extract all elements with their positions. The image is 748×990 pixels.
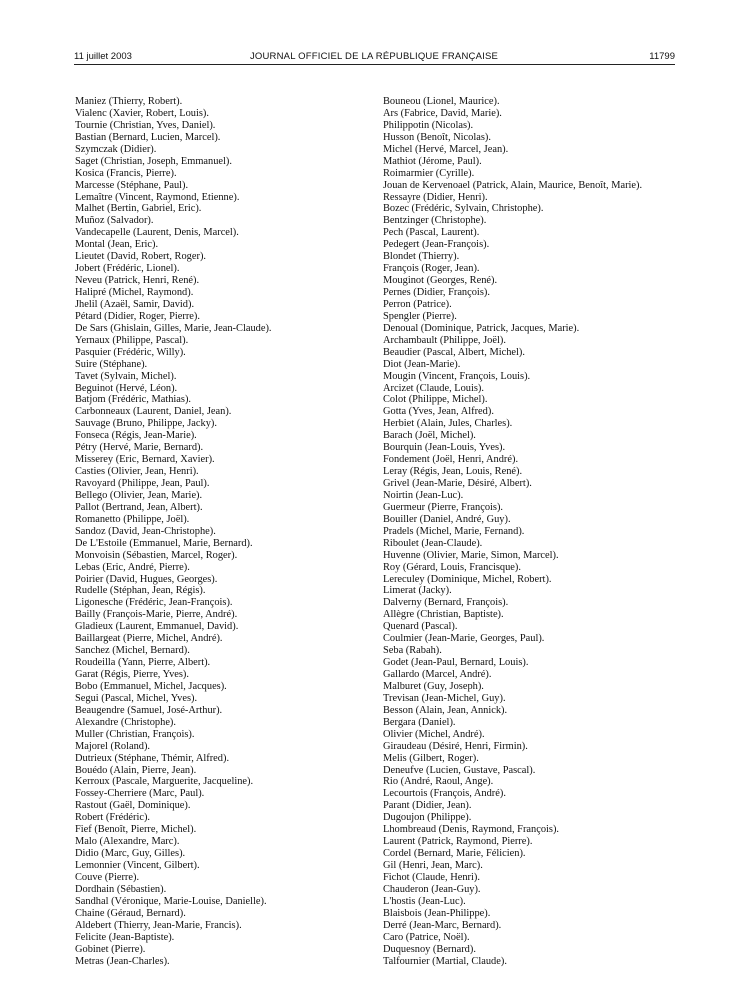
name-entry: Pasquier (Frédéric, Willy). xyxy=(75,346,186,358)
name-entry: Michel (Hervé, Marcel, Jean). xyxy=(383,143,509,155)
name-entry: Lemaître (Vincent, Raymond, Etienne). xyxy=(75,191,240,203)
name-entry: Laurent (Patrick, Raymond, Pierre). xyxy=(383,836,533,848)
name-entry: Besson (Alain, Jean, Annick). xyxy=(383,704,508,716)
name-entry: Fondement (Joël, Henri, André). xyxy=(383,454,519,466)
name-entry: Poirier (David, Hugues, Georges). xyxy=(75,573,218,585)
name-entry: De Sars (Ghislain, Gilles, Marie, Jean-Claude). xyxy=(75,322,272,334)
name-entry: Carbonneaux (Laurent, Daniel, Jean). xyxy=(75,406,232,418)
name-entry: Colot (Philippe, Michel). xyxy=(383,394,488,406)
name-entry: Chaine (Géraud, Bernard). xyxy=(75,907,186,919)
page-number: 11799 xyxy=(649,51,675,62)
name-entry: Ars (Fabrice, David, Marie). xyxy=(383,107,502,119)
name-entry: Ligonesche (Frédéric, Jean-François). xyxy=(75,597,233,609)
name-entry: Casties (Olivier, Jean, Henri). xyxy=(75,466,199,478)
name-entry: Majorel (Roland). xyxy=(75,740,151,752)
name-entry: Yernaux (Philippe, Pascal). xyxy=(75,334,189,346)
name-entry: Tavet (Sylvain, Michel). xyxy=(75,370,177,382)
name-entry: Huvenne (Olivier, Marie, Simon, Marcel). xyxy=(383,549,559,561)
name-entry: Caro (Patrice, Noël). xyxy=(383,931,470,943)
name-entry: Archambault (Philippe, Joël). xyxy=(383,334,506,346)
name-entry: Spengler (Pierre). xyxy=(383,310,457,322)
name-entry: Muller (Christian, François). xyxy=(75,728,195,740)
name-entry: Fichot (Claude, Henri). xyxy=(383,871,480,883)
name-entry: Parant (Didier, Jean). xyxy=(383,800,472,812)
name-entry: Halipré (Michel, Raymond). xyxy=(75,287,194,298)
name-entry: Bourquin (Jean-Louis, Yves). xyxy=(383,442,506,454)
name-entry: Cordel (Bernard, Marie, Félicien). xyxy=(383,848,526,860)
name-entry: Arcizet (Claude, Louis). xyxy=(383,382,484,394)
name-entry: Suire (Stéphane). xyxy=(75,358,148,370)
name-entry: Pradels (Michel, Marie, Fernand). xyxy=(383,525,525,537)
name-entry: Allègre (Christian, Baptiste). xyxy=(383,609,504,621)
name-entry: Misserey (Eric, Bernard, Xavier). xyxy=(75,454,215,466)
name-entry: Gallardo (Marcel, André). xyxy=(383,669,492,680)
name-entry: Quenard (Pascal). xyxy=(383,621,458,633)
name-entry: Chauderon (Jean-Guy). xyxy=(383,883,481,895)
name-entry: Melis (Gilbert, Roger). xyxy=(383,752,479,764)
name-entry: Jobert (Frédéric, Lionel). xyxy=(75,263,180,275)
name-entry: Dugoujon (Philippe). xyxy=(383,812,472,824)
name-entry: Mathiot (Jérome, Paul). xyxy=(383,155,482,167)
name-entry: Beaudier (Pascal, Albert, Michel). xyxy=(383,346,525,358)
name-entry: Roudeilla (Yann, Pierre, Albert). xyxy=(75,657,211,669)
name-entry: Duquesnoy (Bernard). xyxy=(383,943,476,955)
page-header xyxy=(0,0,748,66)
name-entry: Lieutet (David, Robert, Roger). xyxy=(75,251,206,263)
name-entry: Couve (Pierre). xyxy=(75,871,140,883)
name-entry: Bouédo (Alain, Pierre, Jean). xyxy=(75,764,197,776)
name-entry: De L'Estoile (Emmanuel, Marie, Bernard). xyxy=(75,537,253,549)
name-entry: Beguinot (Hervé, Léon). xyxy=(75,382,178,394)
name-entry: Trevisan (Jean-Michel, Guy). xyxy=(383,692,506,704)
name-entry: Kerroux (Pascale, Marguerite, Jacqueline). xyxy=(75,776,254,788)
name-entry: Bergara (Daniel). xyxy=(383,716,456,728)
name-entry: L'hostis (Jean-Luc). xyxy=(383,895,466,907)
name-entry: Gladieux (Laurent, Emmanuel, David). xyxy=(75,621,239,633)
name-entry: Bouiller (Daniel, André, Guy). xyxy=(383,513,511,525)
name-entry: Pétry (Hervé, Marie, Bernard). xyxy=(75,442,204,454)
publication-date: 11 juillet 2003 xyxy=(74,51,132,62)
name-entry: Ravoyard (Philippe, Jean, Paul). xyxy=(75,478,210,489)
name-entry: Dordhain (Sébastien). xyxy=(75,883,167,895)
name-entry: Fonseca (Régis, Jean-Marie). xyxy=(75,430,197,442)
name-entry: Bailly (François-Marie, Pierre, André). xyxy=(75,609,238,621)
name-entry: Pedegert (Jean-François). xyxy=(383,239,490,251)
name-entry: Seba (Rabah). xyxy=(383,645,442,657)
name-entry: Pétard (Didier, Roger, Pierre). xyxy=(75,310,200,322)
journal-title: JOURNAL OFFICIEL DE LA RÉPUBLIQUE FRANÇAISE xyxy=(249,51,499,62)
name-entry: Malo (Alexandre, Marc). xyxy=(75,836,180,848)
name-entry: Ressayre (Didier, Henri). xyxy=(383,191,488,203)
name-entry: Derré (Jean-Marc, Bernard). xyxy=(383,919,502,931)
name-entry: Philippotin (Nicolas). xyxy=(383,119,474,131)
name-entry: Batjom (Frédéric, Mathias). xyxy=(75,394,191,406)
name-entry: Giraudeau (Désiré, Henri, Firmin). xyxy=(383,740,528,752)
name-entry: Sandhal (Véronique, Marie-Louise, Danielle). xyxy=(75,895,267,907)
name-entry: Gil (Henri, Jean, Marc). xyxy=(383,860,483,871)
name-entry: Olivier (Michel, André). xyxy=(383,728,485,740)
name-entry: Noirtin (Jean-Luc). xyxy=(383,489,464,501)
name-entry: Fossey-Cherriere (Marc, Paul). xyxy=(75,788,205,800)
name-entry: Aldebert (Thierry, Jean-Marie, Francis). xyxy=(75,919,242,931)
name-entry: Pernes (Didier, François). xyxy=(383,287,490,298)
name-entry: Neveu (Patrick, Henri, René). xyxy=(75,275,200,287)
name-entry: Bozec (Frédéric, Sylvain, Christophe). xyxy=(383,203,544,215)
header-rule xyxy=(74,64,675,65)
name-entry: Beaugendre (Samuel, José-Arthur). xyxy=(75,704,223,716)
name-entry: Pallot (Bertrand, Jean, Albert). xyxy=(75,501,203,513)
name-entry: Barach (Joël, Michel). xyxy=(383,430,476,442)
name-entry: Talfournier (Martial, Claude). xyxy=(383,955,507,967)
name-entry: Romanetto (Philippe, Joël). xyxy=(75,513,190,525)
name-entry: Blaisbois (Jean-Philippe). xyxy=(383,907,491,919)
name-entry: Riboulet (Jean-Claude). xyxy=(383,537,483,549)
name-entry: Alexandre (Christophe). xyxy=(75,716,176,728)
name-entry: Limerat (Jacky). xyxy=(383,585,452,597)
name-entry: Herbiet (Alain, Jules, Charles). xyxy=(383,418,513,430)
name-entry: Jouan de Kervenoael (Patrick, Alain, Maurice, Benoît, Marie). xyxy=(383,179,643,191)
name-entry: Sanchez (Michel, Bernard). xyxy=(75,645,190,657)
name-entry: Saget (Christian, Joseph, Emmanuel). xyxy=(75,155,232,167)
name-entry: Muñoz (Salvador). xyxy=(75,215,154,227)
name-entry: Gobinet (Pierre). xyxy=(75,943,146,955)
name-entry: Sandoz (David, Jean-Christophe). xyxy=(75,525,216,537)
name-entry: Gotta (Yves, Jean, Alfred). xyxy=(383,406,494,418)
name-entry: Lecourtois (François, André). xyxy=(383,788,506,800)
name-entry: Robert (Frédéric). xyxy=(75,812,151,824)
name-entry: Montal (Jean, Eric). xyxy=(75,239,159,251)
name-entry: Roimarmier (Cyrille). xyxy=(383,167,475,179)
name-entry: Rastout (Gaël, Dominique). xyxy=(75,800,191,812)
name-entry: Garat (Régis, Pierre, Yves). xyxy=(75,669,189,680)
name-entry: Husson (Benoît, Nicolas). xyxy=(383,131,491,143)
name-entry: Rudelle (Stéphan, Jean, Régis). xyxy=(75,585,206,597)
name-entry: Szymczak (Didier). xyxy=(75,143,157,155)
name-entry: Malhet (Bertin, Gabriel, Eric). xyxy=(75,203,202,215)
name-entry: Denoual (Dominique, Patrick, Jacques, Marie). xyxy=(383,322,580,334)
name-entry: Dutrieux (Stéphane, Thémir, Alfred). xyxy=(75,752,230,764)
name-entry: Rio (André, Raoul, Ange). xyxy=(383,776,494,788)
name-entry: Segui (Pascal, Michel, Yves). xyxy=(75,692,198,704)
name-entry: Vialenc (Xavier, Robert, Louis). xyxy=(75,107,209,119)
name-entry: Godet (Jean-Paul, Bernard, Louis). xyxy=(383,657,529,669)
name-entry: Pech (Pascal, Laurent). xyxy=(383,227,480,239)
name-entry: Guermeur (Pierre, François). xyxy=(383,501,504,513)
name-entry: François (Roger, Jean). xyxy=(383,263,480,275)
name-entry: Bouneou (Lionel, Maurice). xyxy=(383,96,500,107)
name-entry: Bentzinger (Christophe). xyxy=(383,215,487,227)
name-entry: Lhombreaud (Denis, Raymond, François). xyxy=(383,824,560,836)
name-entry: Lemonnier (Vincent, Gilbert). xyxy=(75,860,200,871)
name-entry: Coulmier (Jean-Marie, Georges, Paul). xyxy=(383,633,545,645)
name-entry: Didio (Marc, Guy, Gilles). xyxy=(75,848,186,860)
name-entry: Kosica (Francis, Pierre). xyxy=(75,167,177,179)
name-entry: Bellego (Olivier, Jean, Marie). xyxy=(75,489,203,501)
name-entry: Dalverny (Bernard, François). xyxy=(383,597,509,609)
name-entry: Bobo (Emmanuel, Michel, Jacques). xyxy=(75,680,227,692)
name-entry: Mouginot (Georges, René). xyxy=(383,275,498,287)
name-list-right-column xyxy=(383,96,683,967)
name-entry: Lereculey (Dominique, Michel, Robert). xyxy=(383,573,552,585)
name-entry: Monvoisin (Sébastien, Marcel, Roger). xyxy=(75,549,238,561)
name-entry: Blondet (Thierry). xyxy=(383,251,460,263)
name-entry: Vandecapelle (Laurent, Denis, Marcel). xyxy=(75,227,239,239)
name-entry: Bastian (Bernard, Lucien, Marcel). xyxy=(75,131,221,143)
name-entry: Mougin (Vincent, François, Louis). xyxy=(383,370,531,382)
name-entry: Jhelil (Azaël, Samir, David). xyxy=(75,298,195,310)
name-entry: Baillargeat (Pierre, Michel, André). xyxy=(75,633,223,645)
name-list-left-column xyxy=(75,96,365,967)
name-entry: Fief (Benoît, Pierre, Michel). xyxy=(75,824,197,836)
name-entry: Metras (Jean-Charles). xyxy=(75,955,170,967)
name-entry: Grivel (Jean-Marie, Désiré, Albert). xyxy=(383,478,532,489)
name-entry: Diot (Jean-Marie). xyxy=(383,358,461,370)
name-entry: Lebas (Eric, André, Pierre). xyxy=(75,561,190,573)
name-entry: Malburet (Guy, Joseph). xyxy=(383,680,484,692)
name-entry: Sauvage (Bruno, Philippe, Jacky). xyxy=(75,418,217,430)
name-entry: Tournie (Christian, Yves, Daniel). xyxy=(75,119,216,131)
name-entry: Perron (Patrice). xyxy=(383,298,452,310)
name-entry: Maniez (Thierry, Robert). xyxy=(75,96,183,107)
name-entry: Roy (Gérard, Louis, Francisque). xyxy=(383,561,521,573)
name-entry: Marcesse (Stéphane, Paul). xyxy=(75,179,189,191)
name-entry: Leray (Régis, Jean, Louis, René). xyxy=(383,466,523,478)
name-entry: Felicite (Jean-Baptiste). xyxy=(75,931,175,943)
name-entry: Deneufve (Lucien, Gustave, Pascal). xyxy=(383,764,536,776)
